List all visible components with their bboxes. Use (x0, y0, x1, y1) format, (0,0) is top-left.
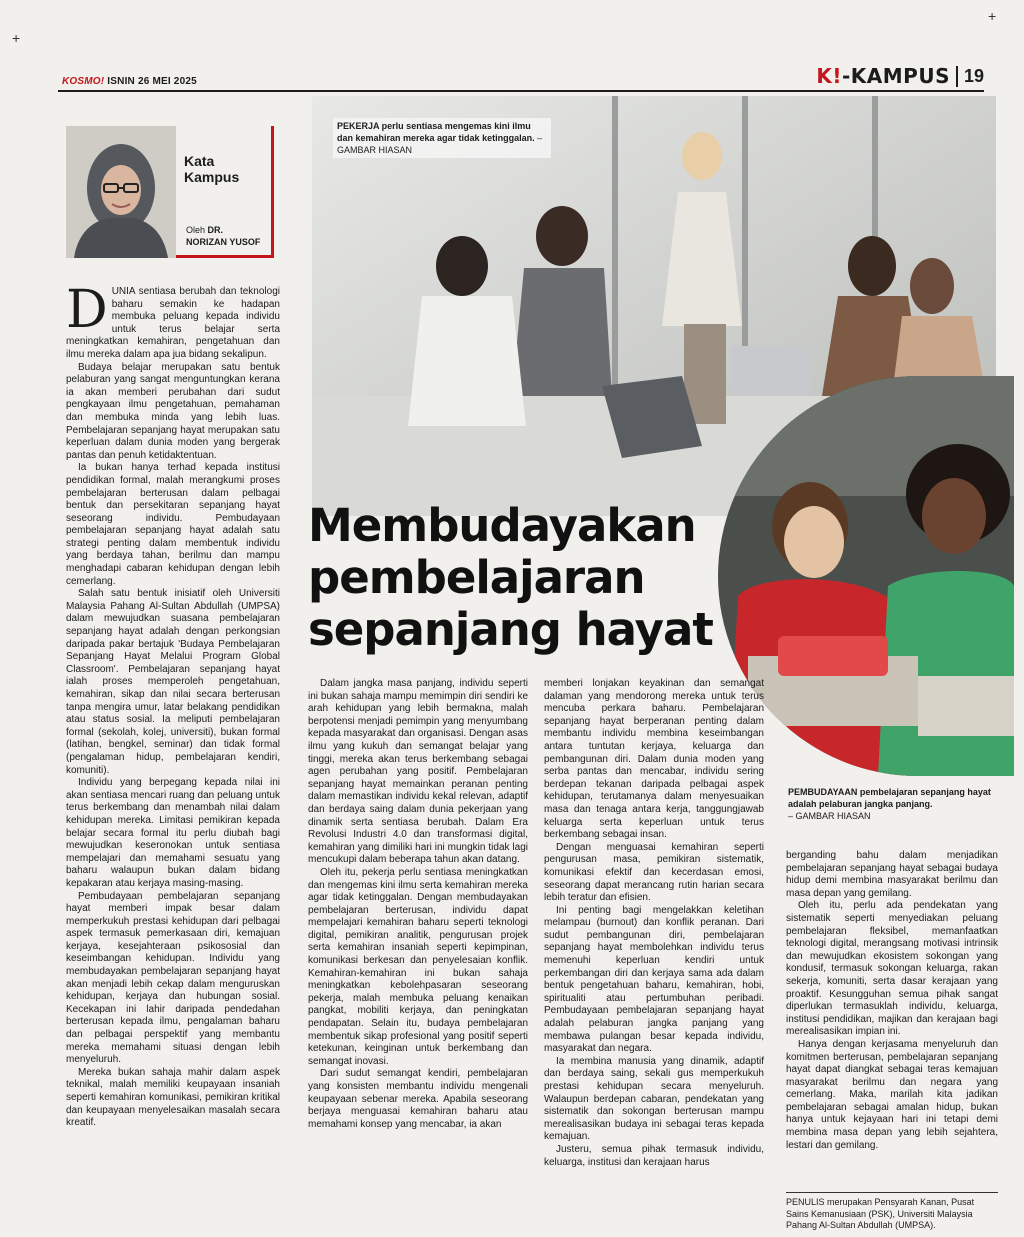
paragraph: Mereka bukan sahaja mahir dalam aspek teknikal, malah memiliki keupayaan insaniah seperti kemahiran komunikasi, pemikiran kritikal dan keupayaan menyelesaikan masalah secara kreatif. (66, 1066, 280, 1129)
byline (186, 224, 260, 248)
top-photo-caption (333, 118, 551, 158)
paragraph: Salah satu bentuk inisiatif oleh Universiti Malaysia Pahang Al-Sultan Abdullah (UMPSA) dalam mewujudkan suasana pembelajaran sepanjang hayat adalah dengan perkongsian daripada pakar bertajuk 'Budaya Pembelajaran Sepanjang Hayat Melalui Program Global Classroom'. Pembelajaran sepanjang hayat ialah proses memperoleh pengetahuan, kemahiran, sikap dan nilai secara berterusan tanpa mengira umur, latar belakang pendidikan atau status sosial. Ia meliputi pembelajaran formal (sekolah, kolej, universiti), bukan formal (latihan, bengkel, seminar) dan tidak formal (pengalaman hidup, pembelajaran kendiri, komuniti). (66, 588, 280, 776)
author-portrait (66, 126, 176, 258)
masthead-date: ISNIN 26 MEI 2025 (107, 76, 197, 87)
section-title (816, 64, 950, 88)
byline-name: NORIZAN YUSOF (186, 237, 261, 247)
section-title-rest: -KAMPUS (841, 64, 950, 88)
top-photo-caption-credit: – GAMBAR HIASAN (337, 133, 543, 155)
paragraph: Oleh itu, pekerja perlu sentiasa meningkatkan dan mengemas kini ilmu serta kemahiran mereka agar tidak ketinggalan. Dengan membudayakan pembelajaran berterusan, individu dapat mempelajari kemahiran baharu seperti teknologi digital, pemikiran analitik, pengurusan projek serta kemahiran insaniah seperti kepimpinan, komunikasi berkesan dan penyelesaian konflik. Kemahiran-kemahiran ini bukan sahaja meningkatkan kebolehpasaran seseorang pekerja, malah membuka peluang kenaikan pangkat, mobiliti kerjaya, dan peningkatan pendapatan. Selain itu, budaya pembelajaran membentuk sikap profesional yang positif seperti ketekunan, keinginan untuk berkembang dan semangat inovasi. (308, 866, 528, 1067)
paragraph: Pembudayaan pembelajaran sepanjang hayat memberi impak besar dalam memperkukuh prestasi kehidupan dari pelbagai aspek termasuk pemerkasaan diri, kemajuan kerjaya, kesejahteraan psikososial dan keseimbangan kehidupan. Individu yang membudayakan pembelajaran sepanjang hayat akan menjadi lebih cekap dalam menguruskan kehidupan, kerjaya dan hubungan sosial. Kecekapan ini lahir daripada pendedahan berterusan kepada ilmu, pengalaman baharu dan pelbagai perspektif yang membantu mereka memahami situasi dengan lebih menyeluruh. (66, 890, 280, 1066)
masthead-date-line (62, 76, 197, 87)
crop-mark: + (12, 30, 21, 46)
section-header (816, 64, 984, 88)
body-column-1 (66, 280, 280, 1130)
paragraph: Hanya dengan kerjasama menyeluruh dan komitmen berterusan, pembelajaran sepanjang hayat dapat diangkat sebagai teras kemajuan masyarakat berilmu dan negara yang cemerlang. Maka, marilah kita jadikan pembelajaran sebagai amalan hidup, bukan hanya untuk kejayaan hari ini tetapi demi membina masa depan yang lebih sejahtera, lestari dan gemilang. (786, 1038, 998, 1151)
masthead-rule (58, 90, 984, 92)
paragraph: berganding bahu dalam menjadikan pembelajaran sepanjang hayat sebagai budaya hidup demi membina masyarakat berilmu dan masa depan yang gemilang. (786, 850, 998, 899)
paragraph (66, 280, 280, 362)
right-photo-caption (788, 786, 998, 822)
paragraph-text: UNIA sentiasa berubah dan teknologi baharu semakin ke hadapan membuka peluang kepada individu untuk terus belajar serta meningkatkan kemahiran, pengetahuan dan ilmu mereka dalam apa jua bidang sekalipun. (66, 286, 280, 360)
byline-name-title: DR. (207, 225, 224, 235)
body-column-2 (308, 678, 528, 1131)
body-column-3 (544, 678, 764, 1169)
right-photo-caption-text: PEMBUDAYAAN pembelajaran sepanjang hayat adalah pelaburan jangka panjang. (788, 787, 991, 809)
byline-prefix: Oleh (186, 225, 206, 235)
paragraph: Individu yang berpegang kepada nilai ini akan sentiasa mencari ruang dan peluang untuk terus berkembang dan menambah nilai dalam kehidupan mereka. Limitasi pemikiran kepada belajar secara formal itu perlu diubah bagi mewujudkan keseronokan untuk sentiasa mempelajari dan memahami sesuatu yang baharu walaupun bukan dalam bidang kepakaran atau kerjaya masing-masing. (66, 777, 280, 889)
column-label: Kata Kampus (184, 153, 240, 185)
paragraph: Ini penting bagi mengelakkan keletihan melampau (burnout) dan konflik peranan. Dari sudut pembangunan diri, pembelajaran sepanjang hayat membolehkan individu terus memenuhi keperluan kendiri untuk perkembangan diri dan kerjaya sama ada dalam bentuk pengetahuan baharu, kemahiran, hobi, spiritualiti atau pertumbuhan peribadi. Pembudayaan pembelajaran sepanjang hayat adalah pelaburan jangka panjang yang membawa pulangan besar kepada individu, masyarakat dan negara. (544, 904, 764, 1055)
author-note: PENULIS merupakan Pensyarah Kanan, Pusat Sains Kemanusiaan (PSK), Universiti Malaysia Pahang Al-Sultan Abdullah (UMPSA). (786, 1192, 998, 1232)
crop-mark: + (988, 8, 997, 24)
paragraph: Justeru, semua pihak termasuk individu, keluarga, institusi dan kerajaan harus (544, 1143, 764, 1168)
article-headline: Membudayakan pembelajaran sepanjang hayat (308, 499, 713, 656)
body-column-4 (786, 850, 998, 1152)
page-number: 19 (956, 66, 984, 87)
paragraph: Ia bukan hanya terhad kepada institusi pendidikan formal, malah merangkumi proses pembelajaran berterusan dalam pelbagai bentuk dan persekitaran sepanjang hayat seseorang individu. Pembudayaan pembelajaran sepanjang hayat adalah satu strategi penting dalam membentuk individu yang berdaya tahan, berilmu dan mampu menghadapi cabaran kehidupan dengan lebih cemerlang. (66, 462, 280, 587)
paragraph: Dalam jangka masa panjang, individu seperti ini bukan sahaja mampu memimpin diri sendiri ke arah kehidupan yang lebih bermakna, malah berpotensi menjadi pemimpin yang menyumbang kepada masyarakat dan organisasi. Dengan asas ilmu yang kukuh dan semangat belajar yang tinggi, mereka akan terus berkembang sebagai agen perubahan yang positif. Pembelajaran sepanjang hayat memainkan peranan penting dalam memastikan individu kekal relevan, adaptif dan berdaya saing dalam dunia pekerjaan yang dinamik serta sentiasa berubah. Dalam Era Revolusi Industri 4.0 dan transformasi digital, kemahiran yang dimiliki hari ini mungkin tidak lagi mencukupi dalam beberapa tahun akan datang. (308, 678, 528, 866)
paragraph: memberi lonjakan keyakinan dan semangat dalaman yang mendorong mereka untuk terus mencuba perkara baharu. Pembelajaran sepanjang hayat berperanan penting dalam membantu individu membina keseimbangan antara tuntutan kerjaya, keluarga dan pembangunan diri. Dalam dunia moden yang serba pantas dan mencabar, individu sering berdepan tekanan daripada pelbagai aspek kehidupan, terutamanya dalam menyesuaikan masa dan tenaga antara kerja, tanggungjawab keluarga serta keperluan untuk terus berkembang sebagai insan. (544, 678, 764, 841)
section-title-k: K! (816, 64, 842, 88)
paragraph: Budaya belajar merupakan satu bentuk pelaburan yang sangat menguntungkan kerana ia akan memberi perubahan dari sudut pengkayaan ilmu pengetahuan, pemahaman dan membuka minda yang lebih luas. Pembelajaran sepanjang hayat merupakan satu keperluan dalam dunia moden yang bergerak pantas dan penuh ketidaktentuan. (66, 361, 280, 461)
paragraph: Ia membina manusia yang dinamik, adaptif dan berdaya saing, sekali gus memperkukuh prestasi kehidupan secara menyeluruh. Walaupun berdepan cabaran, pendekatan yang sistematik dan sokongan berterusan mampu merealisasikan budaya ini sebagai teras kepada kemajuan. (544, 1055, 764, 1143)
paragraph: Dari sudut semangat kendiri, pembelajaran yang konsisten membantu individu mengenali keupayaan sebenar mereka. Apabila seseorang berjaya menguasai kemahiran baharu atau memahami konsep yang mencabar, ia akan (308, 1068, 528, 1130)
masthead-brand: KOSMO! (62, 76, 105, 87)
top-photo-caption-text: PEKERJA perlu sentiasa mengemas kini ilmu dan kemahiran mereka agar tidak ketinggalan. (337, 121, 535, 143)
drop-cap: D (66, 280, 108, 340)
paragraph: Oleh itu, perlu ada pendekatan yang sistematik seperti menyediakan peluang pembelajaran fleksibel, memanfaatkan teknologi digital, merangsang motivasi intrinsik dan mewujudkan ekosistem sokongan yang kondusif, termasuk sokongan keluarga, rakan sekerja, komuniti, serta dasar kerajaan yang proaktif. Kesungguhan semua pihak sangat diperlukan termasuklah individu, keluarga, institusi pendidikan, majikan dan kerajaan bagi merealisasikan impian ini. (786, 900, 998, 1038)
right-photo-caption-credit: – GAMBAR HIASAN (788, 811, 871, 821)
paragraph: Dengan menguasai kemahiran seperti pengurusan masa, pemikiran sistematik, komunikasi efektif dan kecerdasan emosi, seseorang dapat merancang rutin harian secara lebih teratur dan efisien. (544, 841, 764, 904)
